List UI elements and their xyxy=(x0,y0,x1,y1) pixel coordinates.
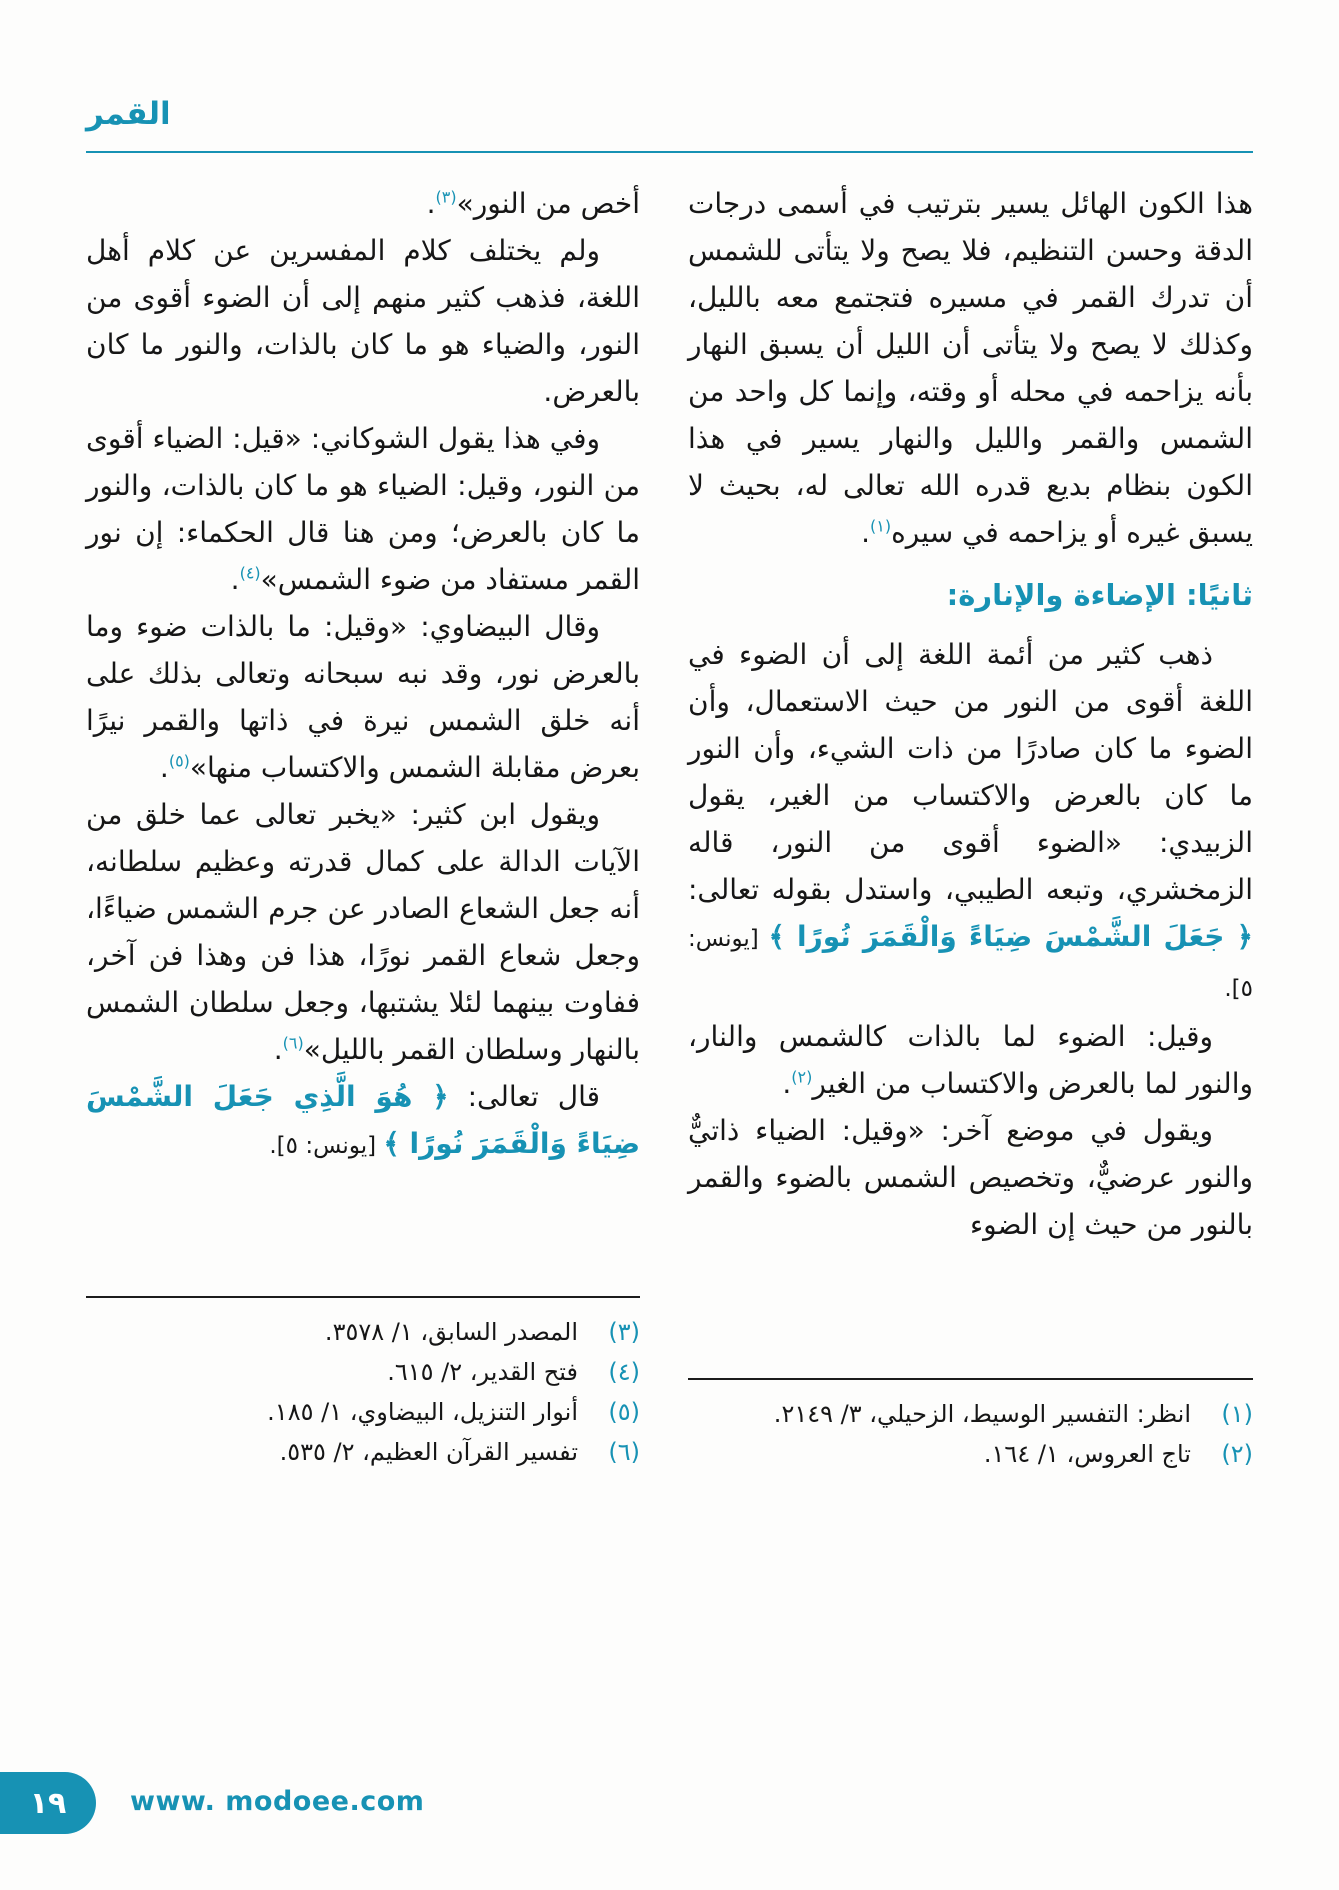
paragraph xyxy=(86,791,640,1073)
footnote-text: فتح القدير، ٢/ ٦١٥. xyxy=(387,1358,578,1386)
page-number: ١٩ xyxy=(29,1785,67,1821)
footnote xyxy=(86,1392,640,1432)
footnote-number: (٥) xyxy=(608,1398,640,1426)
paragraph xyxy=(86,603,640,791)
text-segment: وقال البيضاوي: «وقيل: ما بالذات ضوء وما بالعرض نور، وقد نبه سبحانه وتعالى بذلك على أنه خلق الشمس نيرة في ذاتها والقمر نيرًا بعرض مقابلة الشمس والاكتساب منها» xyxy=(86,610,640,784)
paragraph xyxy=(86,180,640,227)
text-segment: ويقول ابن كثير: «يخبر تعالى عما خلق من الآيات الدالة على كمال قدرته وعظيم سلطانه، أنه جعل الشعاع الصادر عن جرم الشمس ضياءًا، وجعل شعاع القمر نورًا، هذا فن وهذا فن آخر، ففاوت بينهما لئلا يشتبها، وجعل سلطان الشمس بالنهار وسلطان القمر بالليل» xyxy=(86,798,640,1066)
footnote-ref: (٢) xyxy=(791,1067,813,1087)
paragraph xyxy=(688,631,1253,1013)
footnote-text: المصدر السابق، ١/ ٣٥٧٨. xyxy=(324,1318,578,1346)
footnote xyxy=(86,1312,640,1352)
quran-verse: ﴿ جَعَلَ الشَّمْسَ ضِيَاءً وَالْقَمَرَ نُورًا ﴾ xyxy=(768,920,1253,953)
footnote xyxy=(86,1352,640,1392)
paragraph xyxy=(688,1107,1253,1248)
text-segment: [يونس: ٥]. xyxy=(269,1133,384,1159)
column-left xyxy=(86,180,640,1170)
footnote-number: (١) xyxy=(1221,1400,1253,1428)
footnotes-right xyxy=(688,1378,1253,1474)
text-segment: . xyxy=(230,563,240,596)
paragraph xyxy=(688,1013,1253,1107)
footnote xyxy=(688,1394,1253,1434)
text-segment: [يونس: ٥]. xyxy=(688,926,1253,1002)
chapter-title: القمر xyxy=(86,96,171,132)
text-segment: هذا الكون الهائل يسير بترتيب في أسمى درجات الدقة وحسن التنظيم، فلا يصح ولا يتأتى للشمس أن تدرك القمر في مسيره فتجتمع معه بالليل، وكذلك لا يصح ولا يتأتى أن الليل أن يسبق النهار بأنه يزاحمه في محله أو وقته، وإنما كل واحد من الشمس والقمر والليل والنهار يسير في هذا الكون بنظام بديع قدره الله تعالى له، بحيث لا يسبق غيره أو يزاحمه في سيره xyxy=(688,187,1253,549)
page-number-tab xyxy=(0,1772,96,1834)
header-rule xyxy=(86,151,1253,153)
footnote-text: تاج العروس، ١/ ١٦٤. xyxy=(983,1440,1191,1468)
footnote xyxy=(86,1432,640,1472)
column-right xyxy=(688,180,1253,1248)
text-segment: . xyxy=(159,751,169,784)
footnote-number: (٣) xyxy=(608,1318,640,1346)
text-segment: أخص من النور» xyxy=(456,187,640,220)
footnote-number: (٦) xyxy=(608,1438,640,1466)
website-url: www. modoee.com xyxy=(130,1786,425,1817)
text-segment: وقيل: الضوء لما بالذات كالشمس والنار، والنور لما بالعرض والاكتساب من الغير xyxy=(688,1020,1253,1100)
footnote-ref: (٦) xyxy=(282,1033,304,1053)
quran-verse: ﴿ هُوَ الَّذِي جَعَلَ الشَّمْسَ ضِيَاءً وَالْقَمَرَ نُورًا ﴾ xyxy=(86,1080,640,1160)
text-segment: قال تعالى: xyxy=(448,1080,601,1113)
text-segment: ولم يختلف كلام المفسرين عن كلام أهل اللغة، فذهب كثير منهم إلى أن الضوء أقوى من النور، والضياء هو ما كان بالذات، والنور ما كان بالعرض. xyxy=(86,234,640,408)
paragraph xyxy=(86,415,640,603)
footnote-text: تفسير القرآن العظيم، ٢/ ٥٣٥. xyxy=(279,1438,578,1466)
footnote-ref: (٥) xyxy=(168,751,190,771)
footnote-text: أنوار التنزيل، البيضاوي، ١/ ١٨٥. xyxy=(267,1398,578,1426)
footnote-text: انظر: التفسير الوسيط، الزحيلي، ٣/ ٢١٤٩. xyxy=(773,1400,1191,1428)
footnotes-left xyxy=(86,1296,640,1472)
footnote-ref: (١) xyxy=(870,516,892,536)
text-segment: . xyxy=(861,516,871,549)
footnote-ref: (٣) xyxy=(435,187,457,207)
footnote-number: (٤) xyxy=(608,1358,640,1386)
text-segment: . xyxy=(273,1033,283,1066)
footnote-ref: (٤) xyxy=(239,563,261,583)
text-segment: ويقول في موضع آخر: «وقيل: الضياء ذاتيٌّ والنور عرضيٌّ، وتخصيص الشمس بالضوء والقمر بالنور من حيث إن الضوء xyxy=(688,1114,1253,1241)
section-heading: ثانيًا: الإضاءة والإنارة: xyxy=(946,578,1253,612)
text-segment: . xyxy=(782,1067,792,1100)
text-segment: ذهب كثير من أئمة اللغة إلى أن الضوء في اللغة أقوى من النور من حيث الاستعمال، وأن الضوء ما كان صادرًا من ذات الشيء، وأن النور ما كان بالعرض والاكتساب من الغير، يقول الزبيدي: «الضوء أقوى من النور، قاله الزمخشري، وتبعه الطيبي، واستدل بقوله تعالى: xyxy=(688,638,1253,906)
footnote xyxy=(688,1434,1253,1474)
text-segment: وفي هذا يقول الشوكاني: «قيل: الضياء أقوى من النور، وقيل: الضياء هو ما كان بالذات، والنور ما كان بالعرض؛ ومن هنا قال الحكماء: إن نور القمر مستفاد من ضوء الشمس» xyxy=(86,422,640,596)
text-segment: . xyxy=(426,187,436,220)
footnote-number: (٢) xyxy=(1221,1440,1253,1468)
paragraph xyxy=(86,227,640,415)
paragraph xyxy=(688,180,1253,556)
paragraph xyxy=(86,1073,640,1170)
